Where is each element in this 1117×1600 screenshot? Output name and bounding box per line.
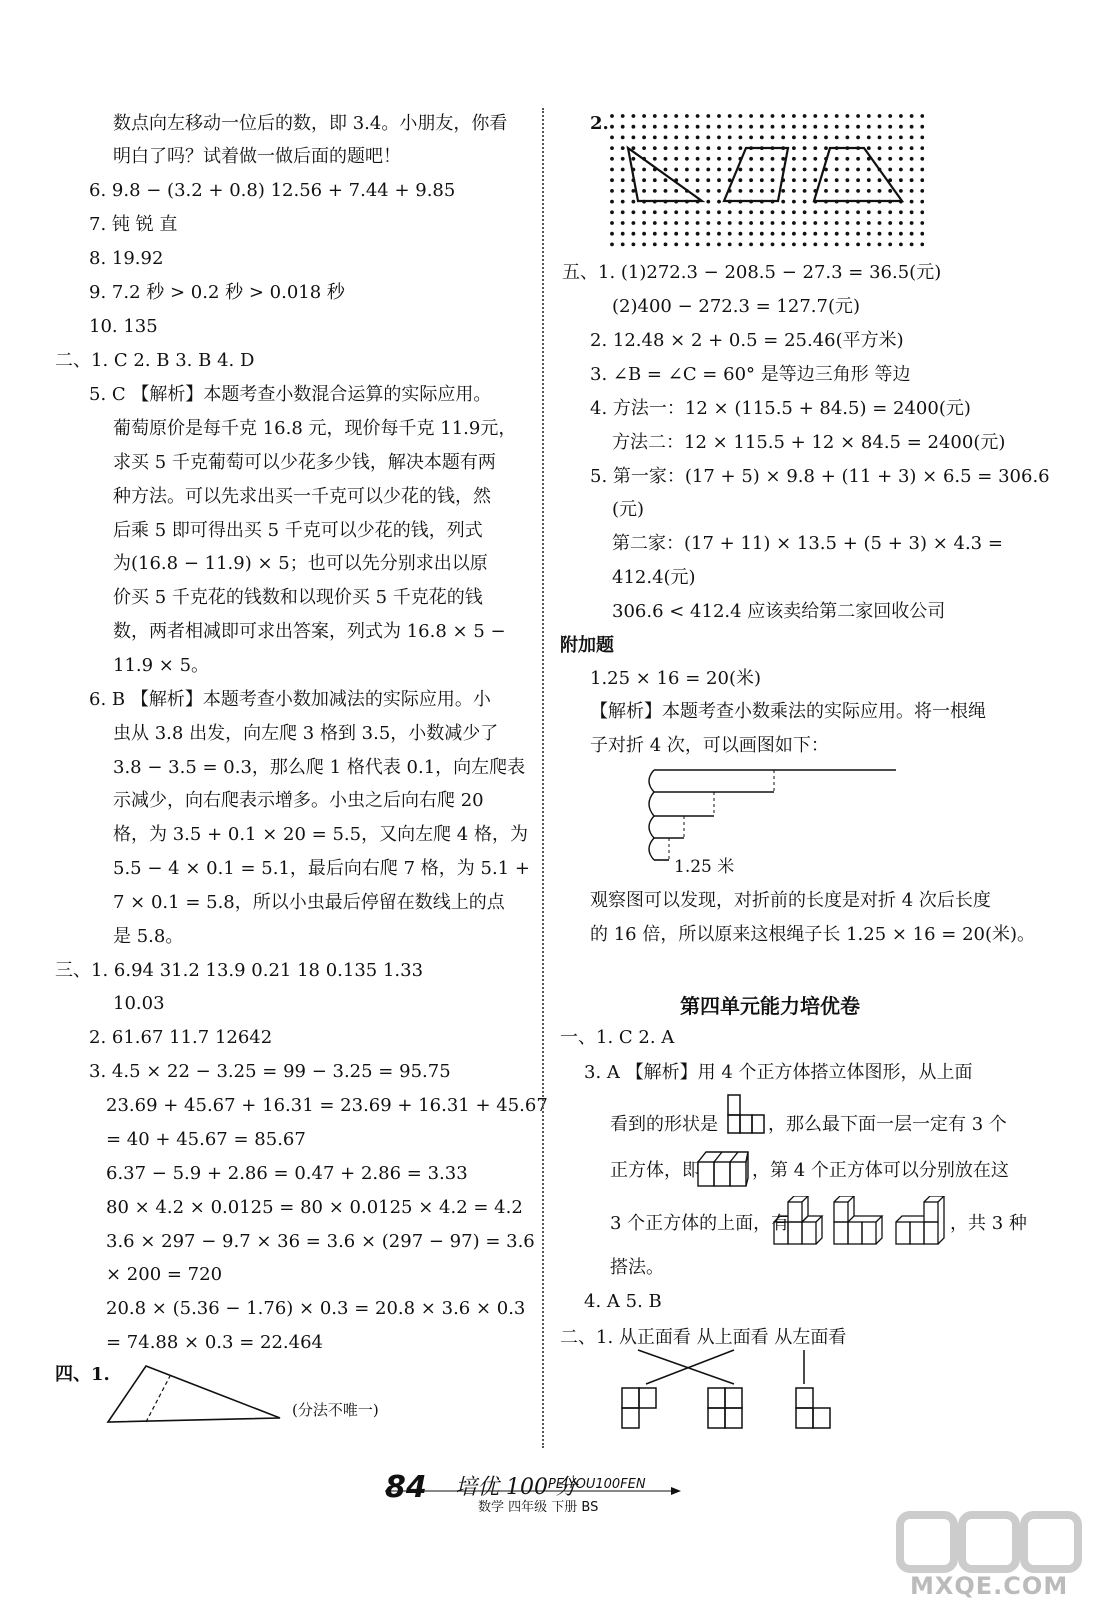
answer-line: 11.9 × 5。 xyxy=(113,655,210,676)
answer-line: 5. 第一家：(17 + 5) × 9.8 + (11 + 3) × 6.5 = 306.6 xyxy=(590,466,1050,487)
answer-line: 是 5.8。 xyxy=(113,926,184,947)
explanation-line: 的 16 倍，所以原来这根绳子长 1.25 × 16 = 20(米)。 xyxy=(590,924,1036,945)
answer-line: 412.4(元) xyxy=(612,567,696,588)
answer-line: 格，为 3.5 + 0.1 × 20 = 5.5，又向左爬 4 格，为 xyxy=(113,824,528,845)
answer-line: 明白了吗？试着做一做后面的题吧！ xyxy=(113,146,401,167)
column-divider xyxy=(542,108,544,1448)
answer-line: 23.69 + 45.67 + 16.31 = 23.69 + 16.31 + 45.67 xyxy=(106,1095,548,1116)
answer-line: 子对折 4 次，可以画图如下： xyxy=(590,735,829,756)
unit4-line: 4. A 5. B xyxy=(584,1291,662,1312)
answer-line: 306.6 < 412.4 应该卖给第二家回收公司 xyxy=(612,601,946,622)
answer-line: 第二家：(17 + 11) × 13.5 + (5 + 3) × 4.3 = xyxy=(612,533,1003,554)
answer-line: 为(16.8 − 11.9) × 5；也可以先分别求出以原 xyxy=(113,553,488,574)
answer-line: 9. 7.2 秒 > 0.2 秒 > 0.018 秒 xyxy=(89,282,345,303)
unit4-line: 看到的形状是 xyxy=(610,1114,718,1135)
answer-line: 6. 9.8 − (3.2 + 0.8) 12.56 + 7.44 + 9.85 xyxy=(89,180,456,201)
answer-line: 7 × 0.1 = 5.8，所以小虫最后停留在数线上的点 xyxy=(113,892,505,913)
grid-parallelogram xyxy=(724,148,788,201)
rope-label: 1.25 米 xyxy=(674,857,735,877)
answer-line: 10. 135 xyxy=(89,316,158,337)
answer-line: 4. 方法一：12 × (115.5 + 84.5) = 2400(元) xyxy=(590,398,971,419)
triangle-note: (分法不唯一) xyxy=(292,1401,379,1419)
unit4-line: 一、1. C 2. A xyxy=(560,1027,675,1048)
answer-line: 【解析】本题考查小数乘法的实际应用。将一根绳 xyxy=(590,701,986,722)
cube-arrangement-2 xyxy=(832,1196,884,1248)
answer-line: 1.25 × 16 = 20(米) xyxy=(590,668,761,689)
answer-line: 3. 4.5 × 22 − 3.25 = 99 − 3.25 = 95.75 xyxy=(89,1061,451,1082)
answer-line: 种方法。可以先求出买一千克可以少花的钱，然 xyxy=(113,486,491,507)
answer-line: 6.37 − 5.9 + 2.86 = 0.47 + 2.86 = 3.33 xyxy=(106,1163,468,1184)
unit4-line: 二、1. 从正面看 从上面看 从左面看 xyxy=(560,1327,847,1348)
brand-name: 培优 100 分 xyxy=(455,1475,577,1500)
answer-line: 二、1. C 2. B 3. B 4. D xyxy=(55,350,255,371)
grid-triangle xyxy=(628,148,702,201)
answer-line: 三、1. 6.94 31.2 13.9 0.21 18 0.135 1.33 xyxy=(55,960,424,981)
answer-line: = 40 + 45.67 = 85.67 xyxy=(106,1129,306,1150)
answer-line: 7. 钝 锐 直 xyxy=(89,214,178,235)
answer-line: 3. ∠B = ∠C = 60° 是等边三角形 等边 xyxy=(590,364,911,385)
watermark-text: MXQE.COM xyxy=(910,1572,1069,1600)
unit4-line: ，第 4 个正方体可以分别放在这 xyxy=(752,1160,1009,1181)
unit4-line: 3 个正方体的上面，有 xyxy=(610,1213,790,1234)
answer-line: (2)400 − 272.3 = 127.7(元) xyxy=(612,296,861,317)
answer-line: 示减少，向右爬表示增多。小虫之后向右爬 20 xyxy=(113,790,484,811)
answer-line: 四、1. xyxy=(55,1364,110,1385)
three-views-figure xyxy=(610,1346,840,1434)
unit4-line: 正方体，即 xyxy=(610,1160,700,1181)
answer-line: 葡萄原价是每千克 16.8 元，现价每千克 11.9元， xyxy=(113,418,517,439)
unit4-line: ，那么最下面一层一定有 3 个 xyxy=(768,1114,1007,1135)
grid-label: 2. xyxy=(590,113,609,134)
answer-line: 附加题 xyxy=(560,635,614,656)
triangle-figure xyxy=(100,1360,290,1430)
page-number: 84 xyxy=(385,1470,427,1505)
answer-line: 数，两者相减即可求出答案，列式为 16.8 × 5 − xyxy=(113,621,506,642)
unit4-line: 3. A 【解析】用 4 个正方体搭立体图形，从上面 xyxy=(584,1062,973,1083)
answer-line: 2. 12.48 × 2 + 0.5 = 25.46(平方米) xyxy=(590,330,904,351)
answer-line: 价买 5 千克花的钱数和以现价买 5 千克花的钱 xyxy=(113,587,483,608)
answer-line: 2. 61.67 11.7 12642 xyxy=(89,1027,273,1048)
answer-line: 3.8 − 3.5 = 0.3，那么爬 1 格代表 0.1，向左爬表 xyxy=(113,757,526,778)
cube-arrangement-1 xyxy=(772,1196,824,1248)
section-title: 第四单元能力培优卷 xyxy=(680,994,860,1018)
brand-name-en: PEIYOU100FEN xyxy=(548,1477,646,1492)
explanation-line: 观察图可以发现，对折前的长度是对折 4 次后长度 xyxy=(590,890,991,911)
answer-line: 5. C 【解析】本题考查小数混合运算的实际应用。 xyxy=(89,384,492,405)
three-cubes-figure xyxy=(696,1144,750,1190)
answer-line: 虫从 3.8 出发，向左爬 3 格到 3.5，小数减少了 xyxy=(113,723,499,744)
answer-line: 后乘 5 即可得出买 5 千克可以少花的钱，列式 xyxy=(113,520,483,541)
answer-line: 8. 19.92 xyxy=(89,248,164,269)
top-view-figure xyxy=(726,1093,766,1137)
answer-line: 6. B 【解析】本题考查小数加减法的实际应用。小 xyxy=(89,689,491,710)
answer-line: 五、1. (1)272.3 − 208.5 − 27.3 = 36.5(元) xyxy=(562,262,942,283)
answer-line: = 74.88 × 0.3 = 22.464 xyxy=(106,1332,323,1353)
answer-line: (元) xyxy=(612,499,645,520)
answer-line: 10.03 xyxy=(113,993,165,1014)
book-subtitle: 数学 四年级 下册 BS xyxy=(478,1500,599,1515)
cube-arrangement-3 xyxy=(894,1196,946,1248)
answer-line: 20.8 × (5.36 − 1.76) × 0.3 = 20.8 × 3.6 × 0.3 xyxy=(106,1298,526,1319)
grid-trapezoid xyxy=(814,148,902,201)
answer-line: 80 × 4.2 × 0.0125 = 80 × 0.0125 × 4.2 = 4.2 xyxy=(106,1197,523,1218)
answer-line: 3.6 × 297 − 9.7 × 36 = 3.6 × (297 − 97) = 3.6 xyxy=(106,1231,535,1252)
answer-line: × 200 = 720 xyxy=(106,1264,223,1285)
unit4-line: ，共 3 种 xyxy=(950,1213,1027,1234)
unit4-line: 搭法。 xyxy=(610,1257,664,1278)
answer-line: 5.5 − 4 × 0.1 = 5.1，最后向右爬 7 格，为 5.1 + xyxy=(113,858,530,879)
dot-grid-figure xyxy=(608,112,924,254)
answer-line: 方法二：12 × 115.5 + 12 × 84.5 = 2400(元) xyxy=(612,432,1006,453)
answer-line: 数点向左移动一位后的数，即 3.4。小朋友，你看 xyxy=(113,113,508,134)
answer-line: 求买 5 千克葡萄可以少花多少钱，解决本题有两 xyxy=(113,452,496,473)
